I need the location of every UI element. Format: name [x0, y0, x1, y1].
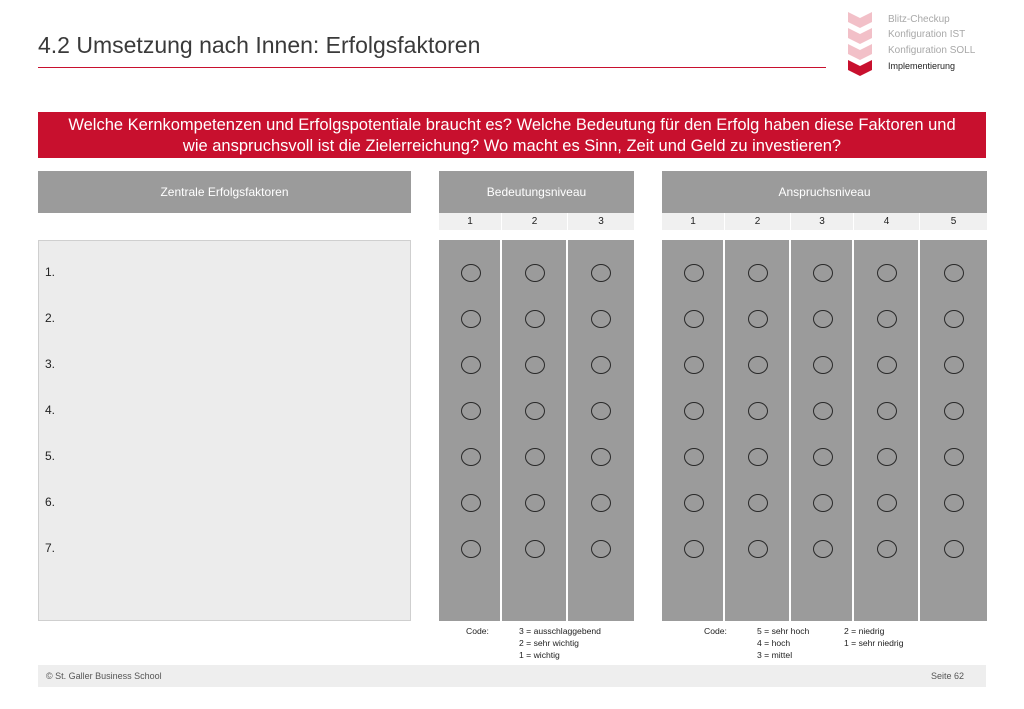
demand-column-2 [725, 240, 791, 621]
importance-column-1 [439, 240, 502, 621]
factor-item-7[interactable]: 7. [45, 541, 56, 555]
factor-item-2[interactable]: 2. [45, 311, 56, 325]
demand-radio-row1-level1[interactable] [684, 264, 704, 282]
demand-radio-row7-level4[interactable] [877, 540, 897, 558]
demand-radio-row2-level1[interactable] [684, 310, 704, 328]
demand-column-1 [662, 240, 725, 621]
importance-level-row [439, 213, 634, 230]
importance-radio-row5-level2[interactable] [525, 448, 545, 466]
demand-column-5 [920, 240, 987, 621]
demand-radio-row4-level4[interactable] [877, 402, 897, 420]
demand-level-3: 3 [791, 213, 854, 230]
factor-item-1[interactable]: 1. [45, 265, 56, 279]
demand-radio-row2-level5[interactable] [944, 310, 964, 328]
demand-radio-row3-level4[interactable] [877, 356, 897, 374]
demand-rating-grid [662, 240, 987, 621]
importance-radio-row6-level3[interactable] [591, 494, 611, 512]
demand-level-4: 4 [854, 213, 920, 230]
progress-nav [846, 10, 1016, 80]
chevron-steps-icon [846, 10, 876, 80]
nav-step-konfiguration-soll[interactable]: Konfiguration SOLL [888, 45, 976, 56]
header-factors: Zentrale Erfolgsfaktoren [38, 171, 411, 213]
header-demand: Anspruchsniveau [662, 171, 987, 213]
demand-code-label: Code: [704, 626, 727, 636]
demand-radio-row1-level5[interactable] [944, 264, 964, 282]
question-banner [38, 112, 986, 158]
demand-radio-row5-level5[interactable] [944, 448, 964, 466]
importance-level-2: 2 [502, 213, 568, 230]
demand-code-line: 2 = niedrig [844, 626, 885, 636]
demand-radio-row7-level5[interactable] [944, 540, 964, 558]
factor-item-3[interactable]: 3. [45, 357, 56, 371]
factor-item-4[interactable]: 4. [45, 403, 56, 417]
demand-code-legend-2 [844, 625, 903, 649]
importance-radio-row5-level1[interactable] [461, 448, 481, 466]
importance-radio-row1-level1[interactable] [461, 264, 481, 282]
demand-level-1: 1 [662, 213, 725, 230]
demand-code-line: 4 = hoch [757, 638, 791, 648]
demand-radio-row7-level1[interactable] [684, 540, 704, 558]
footer-copyright: © St. Galler Business School [46, 671, 162, 681]
importance-radio-row3-level2[interactable] [525, 356, 545, 374]
demand-radio-row4-level2[interactable] [748, 402, 768, 420]
footer-page-number: Seite 62 [930, 671, 964, 681]
demand-radio-row3-level5[interactable] [944, 356, 964, 374]
importance-column-3 [568, 240, 634, 621]
importance-radio-row4-level3[interactable] [591, 402, 611, 420]
demand-radio-row5-level2[interactable] [748, 448, 768, 466]
demand-radio-row2-level4[interactable] [877, 310, 897, 328]
demand-column-4 [854, 240, 920, 621]
demand-radio-row1-level3[interactable] [813, 264, 833, 282]
importance-code-label: Code: [466, 626, 489, 636]
importance-radio-row4-level1[interactable] [461, 402, 481, 420]
demand-code-legend-1 [757, 625, 809, 661]
demand-radio-row5-level3[interactable] [813, 448, 833, 466]
footer-bar [38, 665, 986, 687]
importance-radio-row6-level1[interactable] [461, 494, 481, 512]
demand-code-line: 1 = sehr niedrig [844, 638, 904, 648]
importance-rating-grid [439, 240, 634, 621]
nav-step-implementierung[interactable]: Implementierung [888, 61, 956, 71]
demand-radio-row7-level3[interactable] [813, 540, 833, 558]
demand-radio-row6-level3[interactable] [813, 494, 833, 512]
importance-radio-row1-level2[interactable] [525, 264, 545, 282]
header-importance: Bedeutungsniveau [439, 171, 634, 213]
importance-code-line: 3 = ausschlaggebend [519, 626, 601, 636]
demand-radio-row6-level5[interactable] [944, 494, 964, 512]
demand-radio-row4-level1[interactable] [684, 402, 704, 420]
factor-list-area[interactable] [38, 240, 411, 621]
importance-radio-row7-level2[interactable] [525, 540, 545, 558]
demand-radio-row3-level1[interactable] [684, 356, 704, 374]
importance-radio-row2-level2[interactable] [525, 310, 545, 328]
demand-radio-row4-level3[interactable] [813, 402, 833, 420]
demand-level-row [662, 213, 987, 230]
nav-step-konfiguration-ist[interactable]: Konfiguration IST [888, 29, 966, 40]
demand-radio-row5-level1[interactable] [684, 448, 704, 466]
banner-line-2: wie anspruchsvoll ist die Zielerreichung? Wo macht es Sinn, Zeit und Geld zu investieren? [182, 137, 842, 155]
demand-radio-row6-level4[interactable] [877, 494, 897, 512]
title-divider [38, 67, 826, 68]
demand-radio-row6-level1[interactable] [684, 494, 704, 512]
demand-radio-row3-level2[interactable] [748, 356, 768, 374]
demand-radio-row3-level3[interactable] [813, 356, 833, 374]
factor-item-6[interactable]: 6. [45, 495, 56, 509]
demand-radio-row1-level2[interactable] [748, 264, 768, 282]
importance-radio-row3-level3[interactable] [591, 356, 611, 374]
importance-radio-row4-level2[interactable] [525, 402, 545, 420]
demand-radio-row2-level2[interactable] [748, 310, 768, 328]
demand-code-line: 5 = sehr hoch [757, 626, 810, 636]
demand-radio-row1-level4[interactable] [877, 264, 897, 282]
demand-radio-row5-level4[interactable] [877, 448, 897, 466]
importance-radio-row7-level1[interactable] [461, 540, 481, 558]
nav-step-blitz-checkup[interactable]: Blitz-Checkup [888, 14, 950, 25]
importance-radio-row3-level1[interactable] [461, 356, 481, 374]
importance-column-2 [502, 240, 568, 621]
page-title: 4.2 Umsetzung nach Innen: Erfolgsfaktoren [38, 32, 481, 58]
importance-radio-row1-level3[interactable] [591, 264, 611, 282]
importance-radio-row2-level3[interactable] [591, 310, 611, 328]
importance-level-3: 3 [568, 213, 634, 230]
importance-radio-row7-level3[interactable] [591, 540, 611, 558]
importance-code-legend [519, 625, 601, 661]
banner-line-1: Welche Kernkompetenzen und Erfolgspotentiale braucht es? Welche Bedeutung für den Erfolg haben diese Faktoren und [68, 116, 956, 134]
demand-radio-row7-level2[interactable] [748, 540, 768, 558]
importance-radio-row2-level1[interactable] [461, 310, 481, 328]
importance-level-1: 1 [439, 213, 502, 230]
demand-level-2: 2 [725, 213, 791, 230]
demand-radio-row4-level5[interactable] [944, 402, 964, 420]
demand-radio-row6-level2[interactable] [748, 494, 768, 512]
importance-radio-row5-level3[interactable] [591, 448, 611, 466]
importance-radio-row6-level2[interactable] [525, 494, 545, 512]
factor-item-5[interactable]: 5. [45, 449, 56, 463]
demand-radio-row2-level3[interactable] [813, 310, 833, 328]
importance-code-line: 1 = wichtig [519, 650, 560, 660]
demand-column-3 [791, 240, 854, 621]
demand-level-5: 5 [920, 213, 987, 230]
importance-code-line: 2 = sehr wichtig [519, 638, 579, 648]
demand-code-line: 3 = mittel [757, 650, 793, 660]
